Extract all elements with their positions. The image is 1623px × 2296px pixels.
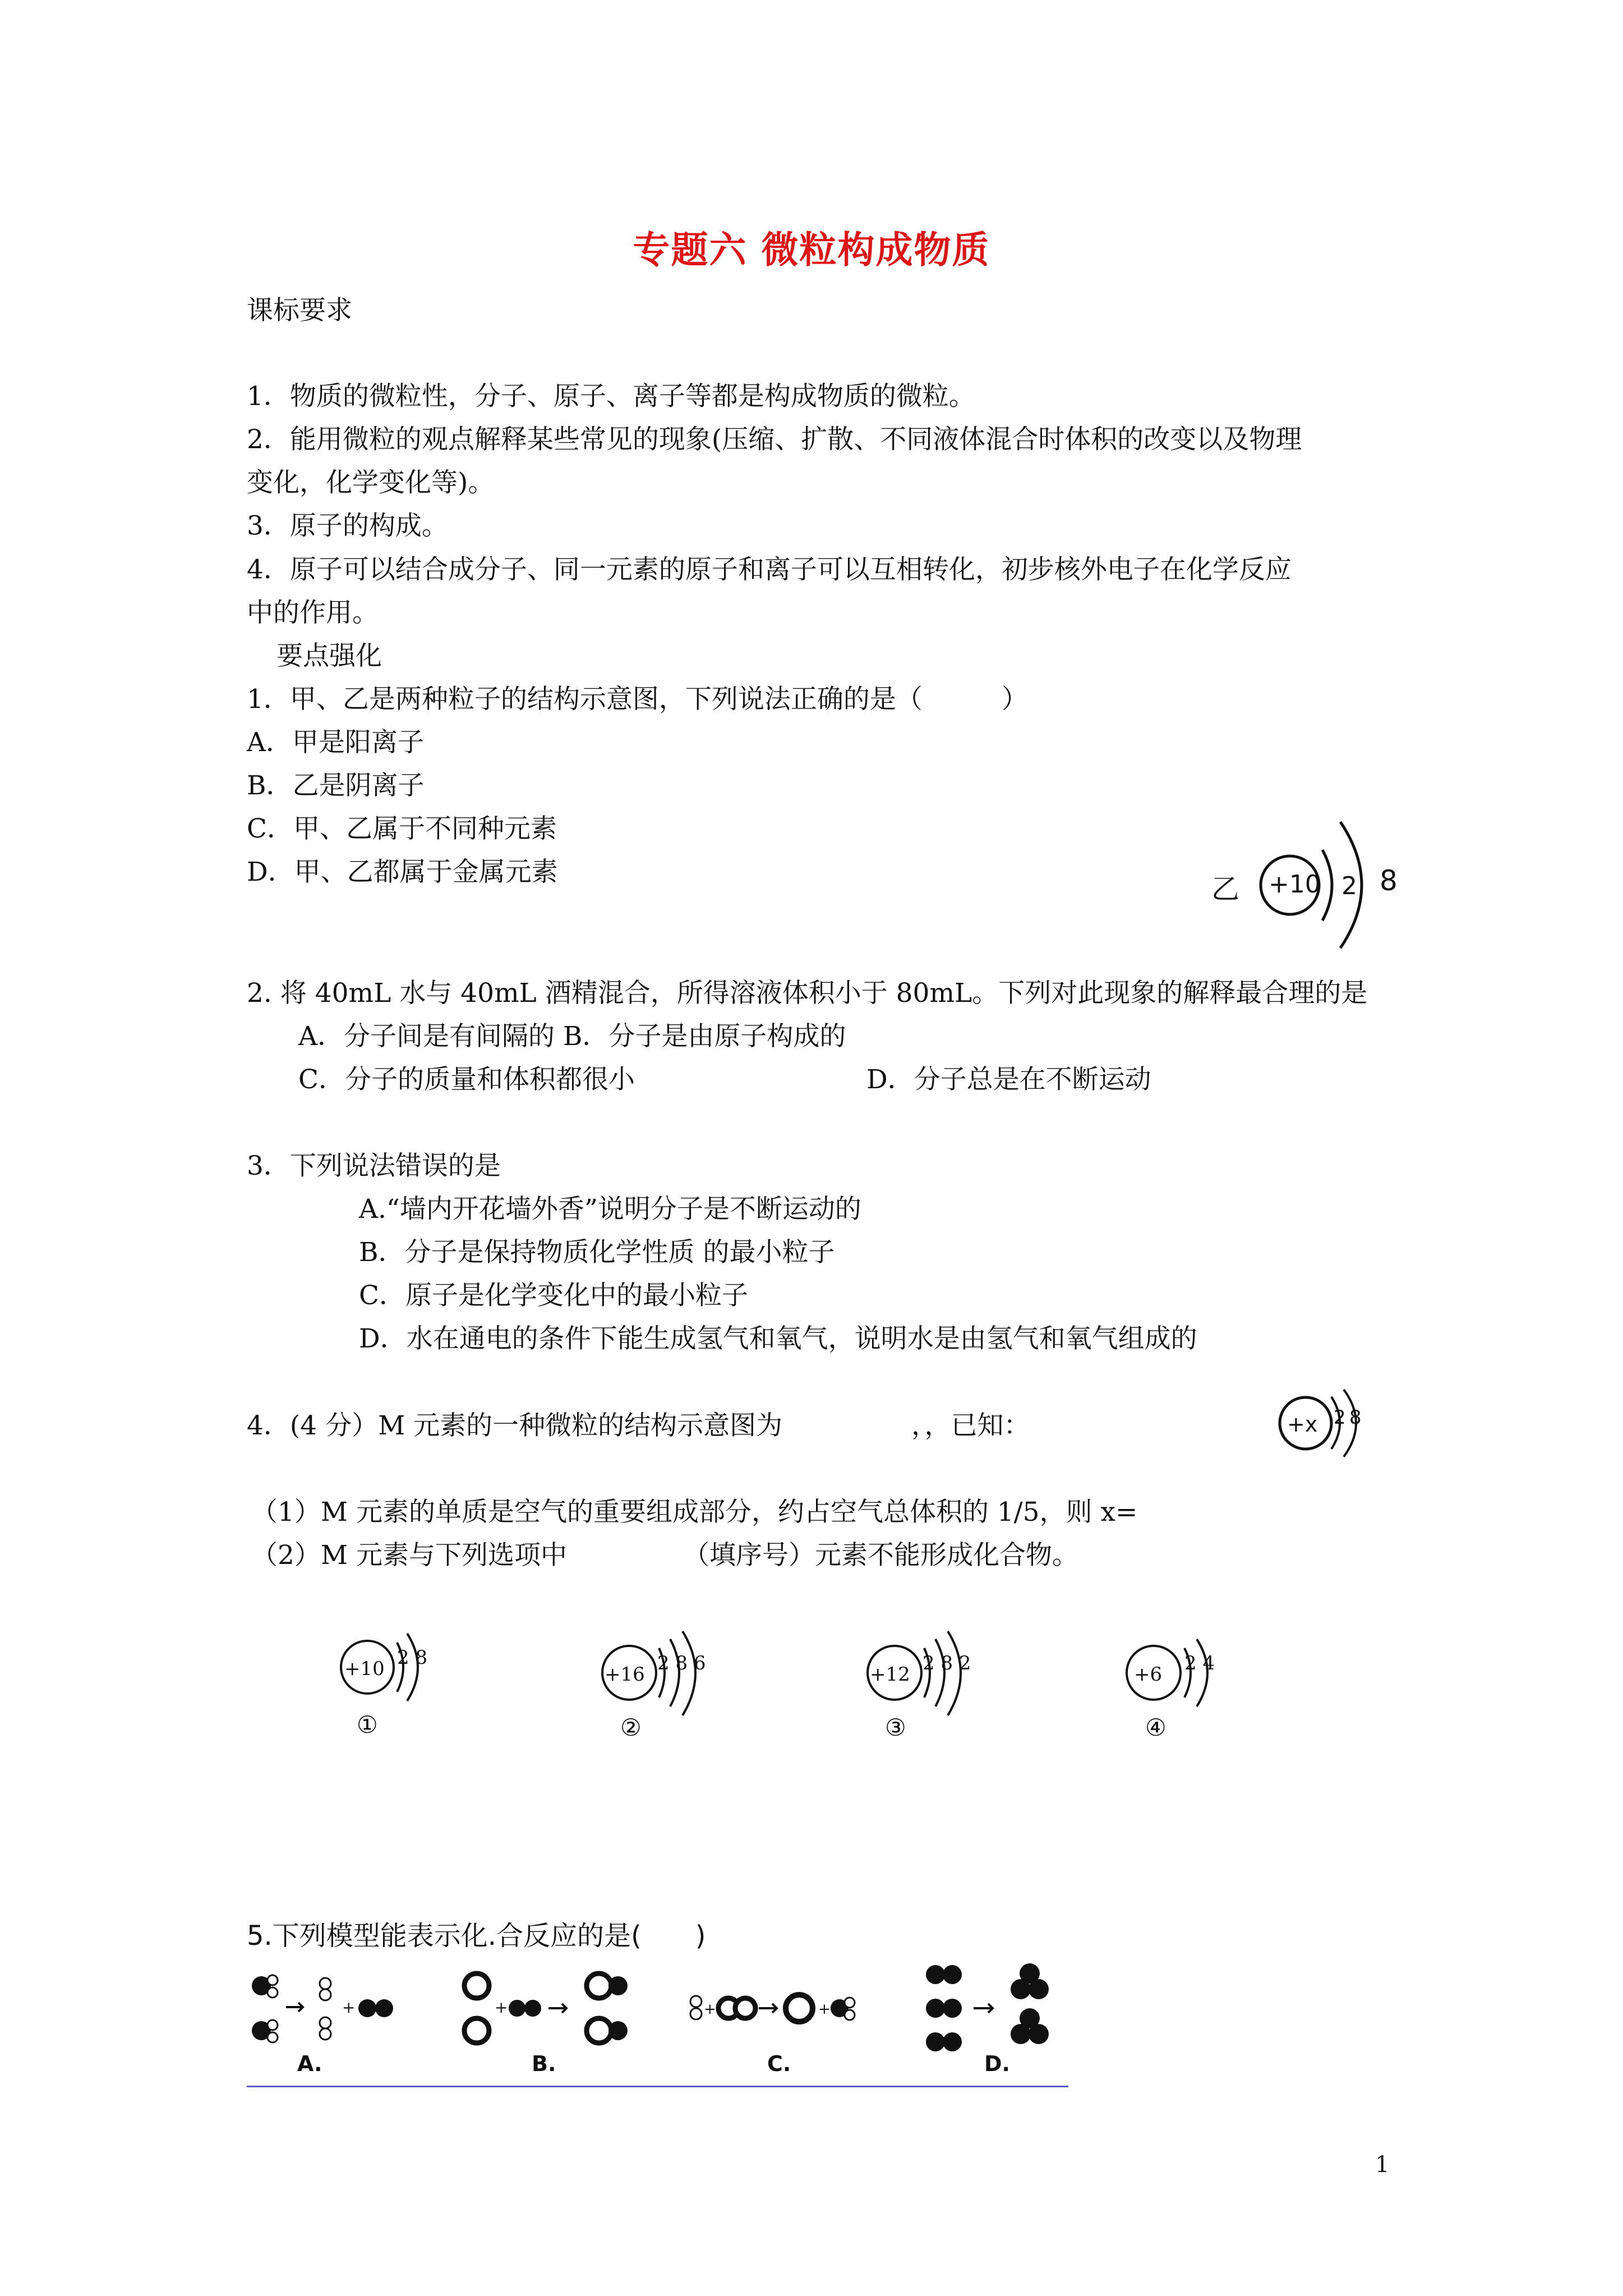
molecule-model-d [920,1958,1077,2059]
shell-electrons: 2 [1341,872,1357,900]
shell-electrons: 2 8 2 [923,1652,971,1674]
svg-text:+: + [704,2001,716,2018]
requirement-item: 1．物质的微粒性，分子、原子、离子等都是构成物质的微粒。 [247,381,975,412]
option: A．分子间是有间隔的 B．分子是由原子构成的 [298,1021,846,1052]
shell-electrons: 2 8 6 [657,1652,706,1674]
choice-mark: ④ [1145,1714,1166,1741]
option-label: D. [984,2051,1010,2076]
choice-atom-diagram [336,1627,449,1739]
sub-question: （2）M 元素与下列选项中 [251,1540,567,1571]
molecule-model-b [454,1963,639,2059]
nucleus-charge: +6 [1134,1663,1163,1686]
shell-electrons: 2 8 [397,1646,428,1669]
requirement-item: 4．原子可以结合成分子、同一元素的原子和离子可以互相转化，初步核外电子在化学反应 [247,554,1292,585]
question-stem: 1．甲、乙是两种粒子的结构示意图，下列说法正确的是（ ） [247,684,1028,715]
nucleus-charge: +16 [605,1663,645,1686]
choice-atom-diagram [863,1627,997,1750]
nucleus-charge: +x [1287,1412,1318,1437]
shell-electrons: 8 [1380,864,1398,897]
choice-mark: ① [357,1711,378,1738]
diagram-label: 乙 [1211,873,1239,905]
option: D．甲、乙都属于金属元素 [247,857,558,887]
option: C．原子是化学变化中的最小粒子 [359,1280,748,1311]
svg-text:+: + [342,1998,356,2017]
sub-question: （1）M 元素的单质是空气的重要组成部分，约占空气总体积的 1/5，则 x= [251,1497,1138,1527]
option: B．乙是阴离子 [247,770,425,801]
shell-electrons: 8 [1349,1406,1362,1429]
choice-atom-diagram [1122,1627,1245,1750]
requirement-item: 2．能用微粒的观点解释某些常见的现象(压缩、扩散、不同液体混合时体积的改变以及物理 [247,424,1302,455]
option: D．水在通电的条件下能生成氢气和氧气，说明水是由氢气和氧气组成的 [359,1323,1197,1354]
requirement-item: 3．原子的构成。 [247,510,448,541]
choice-mark: ③ [885,1714,906,1741]
sub-question: （填序号）元素不能形成化合物。 [683,1540,1078,1571]
molecule-model-c [687,1963,889,2059]
option-label: C. [767,2051,791,2076]
option: A.“墙内开花墙外香”说明分子是不断运动的 [359,1194,861,1225]
requirement-item: 中的作用。 [247,597,379,628]
option: C．分子的质量和体积都很小 [298,1064,635,1095]
option: B．分子是保持物质化学性质 的最小粒子 [359,1237,835,1268]
section-heading: 课标要求 [247,295,352,326]
shell-electrons: 2 [1334,1406,1346,1429]
page-title: 专题六 微粒构成物质 [633,228,990,272]
question-stem: 5.下列模型能表示化.合反应的是( ) [247,1920,706,1952]
molecule-model-a [247,1963,415,2059]
requirement-item: 变化，化学变化等)。 [247,467,495,498]
nucleus-charge: +12 [870,1663,910,1686]
svg-text:+: + [818,2001,831,2018]
option: A．甲是阳离子 [247,727,424,758]
shell-electrons: 2 4 [1184,1652,1215,1674]
page-number: 1 [1375,2152,1390,2178]
nucleus-charge: +10 [344,1658,385,1680]
choice-atom-diagram [597,1627,732,1750]
nucleus-charge: +10 [1269,870,1321,899]
question-stem: 4．(4 分）M 元素的一种微粒的结构示意图为 [247,1410,783,1441]
choice-mark: ② [620,1714,642,1741]
svg-text:+: + [495,1998,508,2017]
section-heading: 要点强化 [276,641,382,671]
option: C．甲、乙属于不同种元素 [247,813,557,844]
question-stem: 3．下列说法错误的是 [247,1151,501,1181]
option-label: B. [532,2051,556,2076]
option-label: A. [297,2051,322,2076]
divider-line [247,2086,1068,2087]
option: D．分子总是在不断运动 [866,1064,1151,1095]
question-stem: ，，已知： [911,1410,1030,1441]
question-stem: 2. 将 40mL 水与 40mL 酒精混合，所得溶液体积小于 80mL。下列对此现象的解释最合理的是 [247,978,1368,1009]
